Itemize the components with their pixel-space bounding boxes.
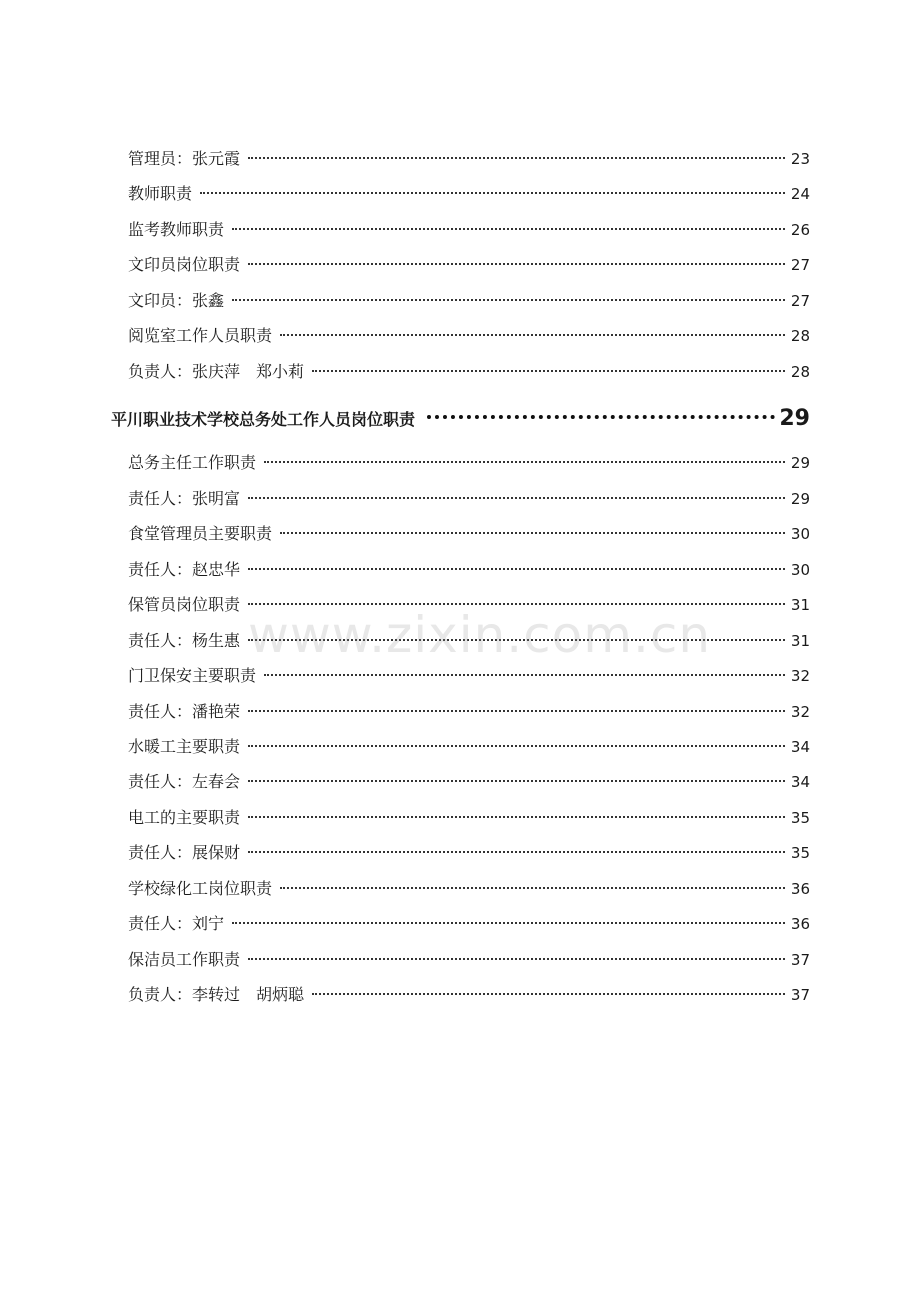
toc-entry-title: 责任人：张明富 xyxy=(128,489,241,508)
toc-entry[interactable] xyxy=(128,841,810,865)
toc-dot-leader xyxy=(248,779,785,782)
toc-entry-title: 文印员岗位职责 xyxy=(128,255,241,274)
watermark-text: www.zixin.com.cn xyxy=(248,606,712,664)
toc-dot-leader xyxy=(312,369,785,372)
toc-entry-page: 31 xyxy=(790,632,810,650)
toc-dot-leader xyxy=(248,957,785,960)
toc-entry-page: 34 xyxy=(790,773,810,791)
toc-entry[interactable] xyxy=(128,360,810,384)
toc-entry[interactable] xyxy=(128,253,810,277)
toc-entry-title: 责任人：杨生惠 xyxy=(128,631,241,650)
toc-entry-title: 管理员：张元霞 xyxy=(128,149,241,168)
toc-entry-page: 37 xyxy=(790,986,810,1004)
toc-dot-leader xyxy=(248,744,785,747)
toc-entry[interactable] xyxy=(128,182,810,206)
toc-dot-leader xyxy=(248,815,785,818)
toc-entry[interactable] xyxy=(128,451,810,475)
toc-entry-title: 责任人：刘宁 xyxy=(128,914,225,933)
toc-entry[interactable] xyxy=(128,593,810,617)
toc-dot-leader xyxy=(232,298,785,301)
toc-dot-leader xyxy=(248,156,785,159)
toc-entry-title: 责任人：赵忠华 xyxy=(128,560,241,579)
toc-entry-page: 35 xyxy=(790,844,810,862)
toc-entry-page: 27 xyxy=(790,292,810,310)
toc-entry[interactable] xyxy=(128,735,810,759)
toc-entry[interactable] xyxy=(128,147,810,171)
toc-dot-leader xyxy=(248,638,785,641)
toc-dot-leader xyxy=(248,850,785,853)
toc-entry-page: 30 xyxy=(790,525,810,543)
toc-entry-title: 责任人：展保财 xyxy=(128,843,241,862)
toc-entry[interactable] xyxy=(128,700,810,724)
toc-entry-title: 负责人：李转过 胡炳聪 xyxy=(128,985,305,1004)
toc-entry-page: 23 xyxy=(790,150,810,168)
toc-entry-page: 24 xyxy=(790,185,810,203)
toc-entry-page: 28 xyxy=(790,327,810,345)
toc-dot-leader xyxy=(232,227,785,230)
toc-entry-page: 30 xyxy=(790,561,810,579)
toc-dot-leader xyxy=(280,531,785,534)
toc-dot-leader xyxy=(232,921,785,924)
toc-entry-page: 34 xyxy=(790,738,810,756)
toc-entry-page: 37 xyxy=(790,951,810,969)
toc-entry[interactable] xyxy=(128,770,810,794)
toc-dot-leader xyxy=(248,567,785,570)
toc-entry[interactable] xyxy=(128,912,810,936)
toc-entry-page: 36 xyxy=(790,915,810,933)
toc-entry-title: 阅览室工作人员职责 xyxy=(128,326,273,345)
toc-entry-title: 责任人：左春会 xyxy=(128,772,241,791)
toc-dot-leader xyxy=(280,886,785,889)
toc-entry[interactable] xyxy=(128,983,810,1007)
toc-dot-leader xyxy=(312,992,785,995)
toc-entry-title: 文印员：张鑫 xyxy=(128,291,225,310)
toc-section-page: 29 xyxy=(779,406,810,431)
toc-entry-title: 门卫保安主要职责 xyxy=(128,666,257,685)
toc-entry[interactable] xyxy=(128,629,810,653)
toc-entry-page: 32 xyxy=(790,703,810,721)
toc-entry[interactable] xyxy=(128,522,810,546)
toc-dot-leader xyxy=(248,262,785,265)
toc-dot-leader xyxy=(200,191,785,194)
toc-entry[interactable] xyxy=(128,877,810,901)
toc-section-title: 平川职业技术学校总务处工作人员岗位职责 xyxy=(111,410,416,429)
toc-entry-page: 27 xyxy=(790,256,810,274)
toc-entry-title: 责任人：潘艳荣 xyxy=(128,702,241,721)
toc-dot-leader xyxy=(280,333,785,336)
toc-entry-page: 26 xyxy=(790,221,810,239)
toc-dot-leader xyxy=(248,602,785,605)
toc-entry-title: 负责人：张庆萍 郑小莉 xyxy=(128,362,305,381)
toc-entry-title: 学校绿化工岗位职责 xyxy=(128,879,273,898)
toc-dot-leader xyxy=(427,414,775,419)
toc-entry-page: 31 xyxy=(790,596,810,614)
toc-entry-page: 28 xyxy=(790,363,810,381)
toc-dot-leader xyxy=(248,709,785,712)
toc-dot-leader xyxy=(264,673,785,676)
toc-entry[interactable] xyxy=(128,289,810,313)
toc-entry[interactable] xyxy=(128,487,810,511)
toc-entry-page: 29 xyxy=(790,490,810,508)
toc-entry-title: 水暖工主要职责 xyxy=(128,737,241,756)
toc-entry-title: 食堂管理员主要职责 xyxy=(128,524,273,543)
toc-dot-leader xyxy=(264,460,785,463)
toc-entry-page: 35 xyxy=(790,809,810,827)
toc-entry-title: 保管员岗位职责 xyxy=(128,595,241,614)
toc-entry[interactable] xyxy=(128,218,810,242)
toc-entry-title: 总务主任工作职责 xyxy=(128,453,257,472)
toc-entry-page: 29 xyxy=(790,454,810,472)
toc-entry-page: 36 xyxy=(790,880,810,898)
toc-entry[interactable] xyxy=(128,948,810,972)
toc-entry-title: 保洁员工作职责 xyxy=(128,950,241,969)
toc-entry[interactable] xyxy=(128,806,810,830)
toc-entry[interactable] xyxy=(128,324,810,348)
toc-entry-title: 监考教师职责 xyxy=(128,220,225,239)
toc-entry[interactable] xyxy=(128,558,810,582)
toc-entry[interactable] xyxy=(128,664,810,688)
toc-entry-title: 电工的主要职责 xyxy=(128,808,241,827)
toc-entry-title: 教师职责 xyxy=(128,184,193,203)
toc-entry-page: 32 xyxy=(790,667,810,685)
toc-section-heading[interactable] xyxy=(111,403,810,435)
toc-dot-leader xyxy=(248,496,785,499)
